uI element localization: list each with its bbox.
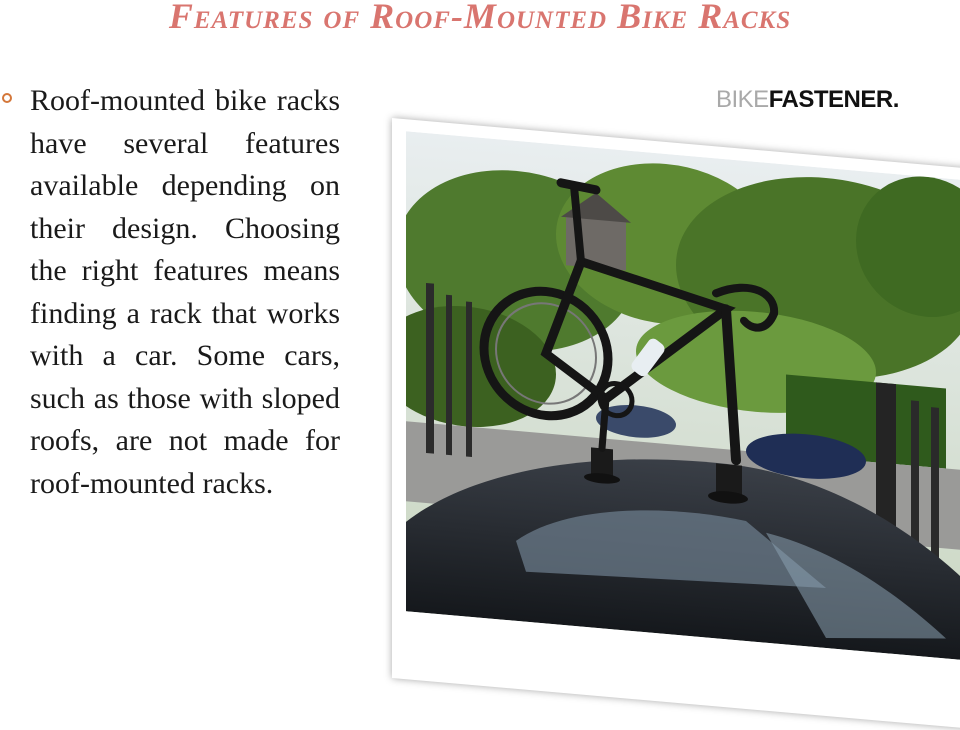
brand-logo-part-bike: BIKE (716, 86, 769, 113)
brand-logo-part-fastener: FASTENER (768, 86, 893, 113)
bullet-text: Roof-mounted bike racks have several features available depending on their design. Choosing the right features means finding a rack that works with a car. Some cars, such as those with sloped roofs, are not made for roof-mounted racks. (30, 84, 340, 500)
photo-frame (392, 118, 960, 730)
slide-title: Features of Roof-Mounted Bike Racks (168, 0, 792, 36)
bullet-circle-icon (2, 93, 12, 103)
brand-logo (716, 84, 899, 116)
bike-on-car-roof-photo (406, 131, 960, 660)
brand-logo-dot: . (892, 86, 899, 113)
